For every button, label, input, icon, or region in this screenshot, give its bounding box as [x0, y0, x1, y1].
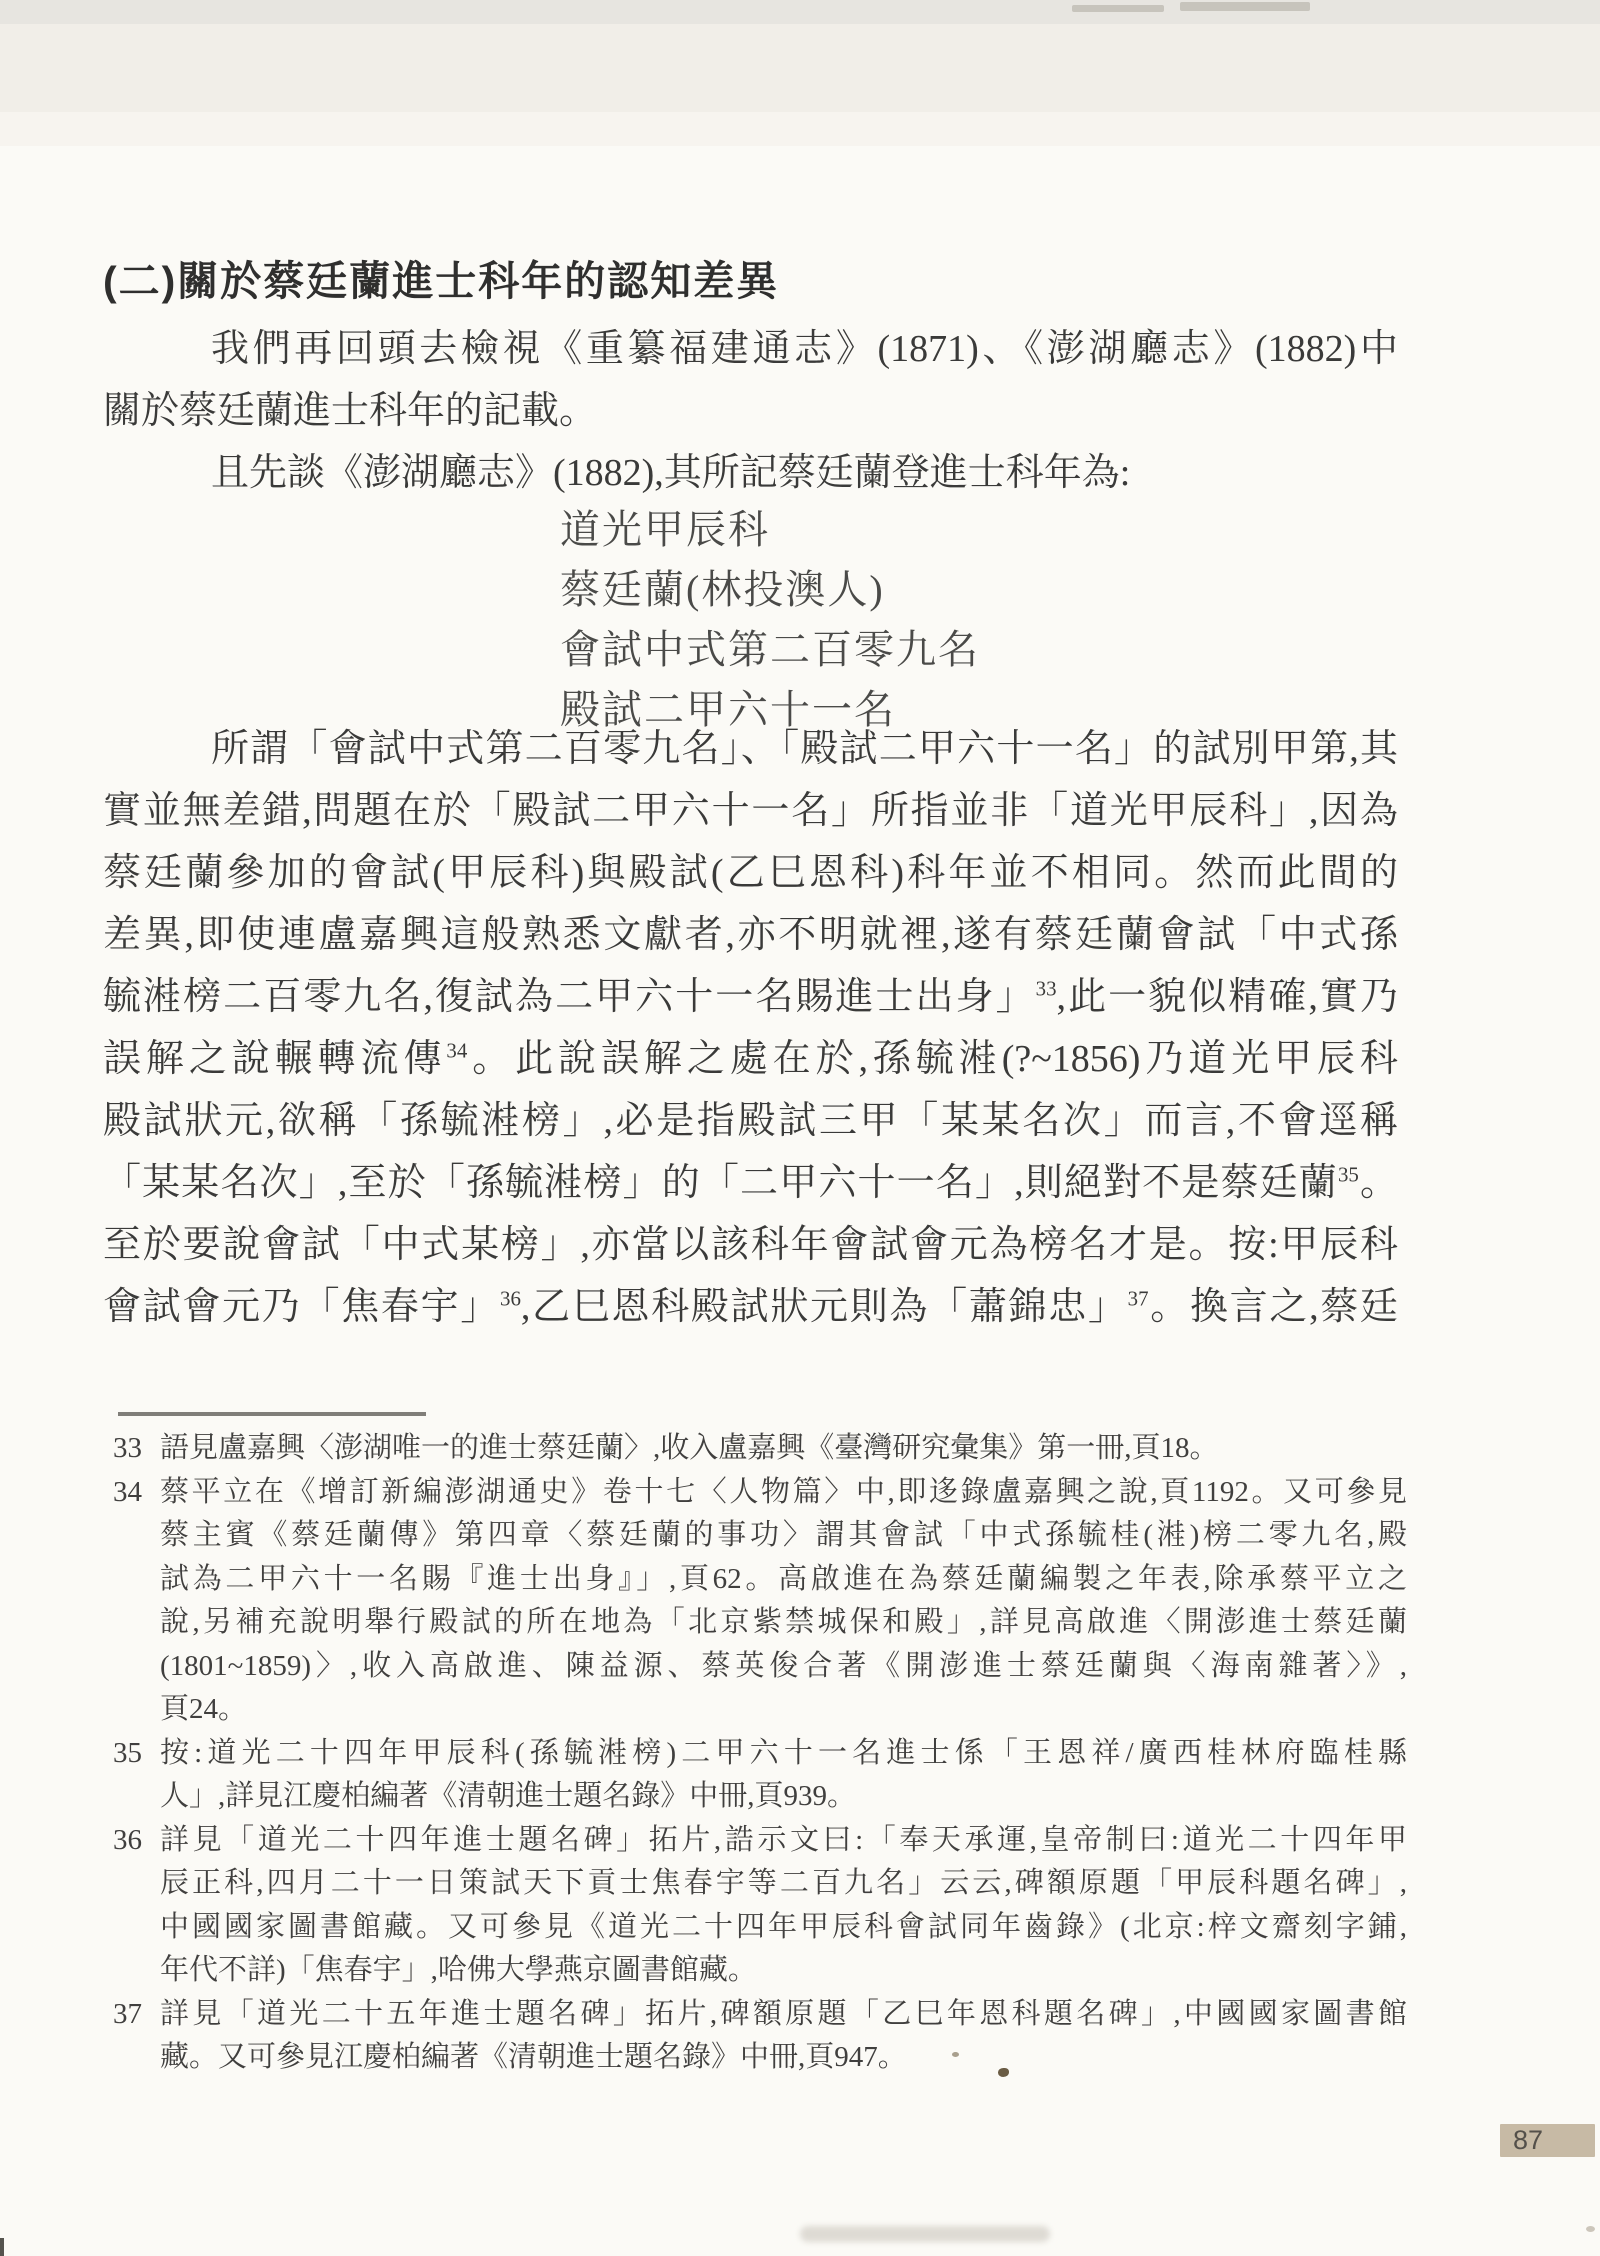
- paragraph-lead-in: [103, 442, 1398, 504]
- text-line: 差異,即使連盧嘉興這般熟悉文獻者,亦不明就裡,遂有蔡廷蘭會試「中式孫: [103, 914, 1398, 956]
- footnote: [113, 1427, 1407, 1471]
- page-number: 87: [1513, 2125, 1544, 2155]
- text-line: 語見盧嘉興〈澎湖唯一的進士蔡廷蘭〉,收入盧嘉興《臺灣研究彙集》第一冊,頁18。: [160, 1432, 1219, 1464]
- scan-band-top: [0, 0, 1600, 24]
- text-line: 蔡平立在《增訂新編澎湖通史》卷十七〈人物篇〉中,即迻錄盧嘉興之說,頁1192。又可參見: [160, 1475, 1407, 1508]
- text-line: 實並無差錯,問題在於「殿試二甲六十一名」所指並非「道光甲辰科」,因為: [103, 790, 1398, 832]
- scan-edge-mark: [0, 2238, 4, 2256]
- footnote-marker: 37: [1127, 1286, 1149, 1311]
- footnote-number: 35: [113, 1736, 142, 1769]
- footnote-number: 37: [113, 1997, 142, 2030]
- paragraph-main: [103, 718, 1398, 1338]
- text-line: 誤解之說輾轉流傳$^{34}$。此說誤解之處在於,孫毓溎(?~1856)乃道光甲辰科: [103, 1038, 1398, 1080]
- text-line: 我們再回頭去檢視《重纂福建通志》(1871)、《澎湖廳志》(1882)中: [211, 328, 1398, 370]
- scan-speck: [1586, 2226, 1595, 2232]
- text-line: 詳見「道光二十五年進士題名碑」拓片,碑額原題「乙巳年恩科題名碑」,中國國家圖書館: [160, 1997, 1407, 2030]
- text-line: 會試會元乃「焦春宇」$^{36}$,乙巳恩科殿試狀元則為「蕭錦忠」$^{37}$。換言之,蔡廷: [103, 1286, 1398, 1328]
- text-line: 毓溎榜二百零九名,復試為二甲六十一名賜進士出身」$^{33}$,此一貌似精確,實乃: [103, 976, 1398, 1018]
- scan-band-fade: [0, 112, 1600, 146]
- footnote-marker: 35: [1337, 1162, 1359, 1187]
- footnote-divider: [118, 1412, 426, 1416]
- footnote-marker: 34: [446, 1038, 468, 1063]
- footnote-number: 34: [113, 1475, 142, 1508]
- text-line: 年代不詳)「焦春宇」,哈佛大學燕京圖書館藏。: [160, 1954, 757, 1986]
- scan-band-upper: [0, 24, 1600, 112]
- footnote: [113, 1471, 1407, 1732]
- pencil-mark: [1180, 2, 1310, 11]
- footnote: [113, 1819, 1407, 1993]
- footnotes: [113, 1427, 1407, 2080]
- footnote-number: 33: [113, 1432, 142, 1464]
- text-line: 道光甲辰科: [560, 507, 770, 552]
- pencil-mark: [1072, 5, 1164, 12]
- section-heading: (二)關於蔡廷蘭進士科年的認知差異: [103, 258, 780, 304]
- text-line: 中國國家圖書館藏。又可參見《道光二十四年甲辰科會試同年齒錄》(北京:梓文齋刻字鋪,: [160, 1910, 1407, 1943]
- footnote-marker: 36: [500, 1286, 521, 1311]
- text-line: 且先談《澎湖廳志》(1882),其所記蔡廷蘭登進士科年為:: [211, 452, 1131, 494]
- text-line: 人」,詳見江慶柏編著《清朝進士題名錄》中冊,頁939。: [160, 1780, 857, 1812]
- footnote: [113, 1993, 1407, 2080]
- text-line: (1801~1859)〉,收入高啟進、陳益源、蔡英俊合著《開澎進士蔡廷蘭與〈海南雜著〉》,: [160, 1649, 1407, 1682]
- text-line: 「某某名次」,至於「孫毓溎榜」的「二甲六十一名」,則絕對不是蔡廷蘭$^{35}$。: [103, 1162, 1398, 1204]
- footnote-marker: 33: [1035, 976, 1057, 1001]
- text-line: 關於蔡廷蘭進士科年的記載。: [103, 390, 598, 432]
- text-line: 試為二甲六十一名賜『進士出身』」,頁62。高啟進在為蔡廷蘭編製之年表,除承蔡平立之: [160, 1562, 1407, 1595]
- footnote-number: 36: [113, 1823, 142, 1856]
- text-line: 按:道光二十四年甲辰科(孫毓溎榜)二甲六十一名進士係「王恩祥/廣西桂林府臨桂縣: [160, 1736, 1407, 1769]
- text-line: 頁24。: [160, 1693, 248, 1725]
- text-line: 辰正科,四月二十一日策試天下貢士焦春宇等二百九名」云云,碑額原題「甲辰科題名碑」,: [160, 1867, 1407, 1899]
- text-line: 藏。又可參見江慶柏編著《清朝進士題名錄》中冊,頁947。: [160, 2041, 907, 2073]
- text-line: 所謂「會試中式第二百零九名」、「殿試二甲六十一名」的試別甲第,其: [211, 728, 1398, 770]
- paragraph-intro: [103, 318, 1398, 442]
- text-line: 至於要說會試「中式某榜」,亦當以該科年會試會元為榜名才是。按:甲辰科: [103, 1224, 1398, 1266]
- text-line: 蔡主賓《蔡廷蘭傳》第四章〈蔡廷蘭的事功〉謂其會試「中式孫毓桂(溎)榜二零九名,殿: [160, 1519, 1407, 1551]
- footnote: [113, 1732, 1407, 1819]
- text-line: 蔡廷蘭參加的會試(甲辰科)與殿試(乙巳恩科)科年並不相同。然而此間的: [103, 852, 1398, 894]
- text-line: 詳見「道光二十四年進士題名碑」拓片,誥示文曰:「奉天承運,皇帝制曰:道光二十四年甲: [160, 1823, 1407, 1856]
- text-line: 說,另補充說明舉行殿試的所在地為「北京紫禁城保和殿」,詳見高啟進〈開澎進士蔡廷蘭: [160, 1606, 1407, 1638]
- quote-block: [560, 500, 1320, 740]
- text-line: 殿試二甲六十一名: [560, 687, 896, 732]
- page-number-badge: [1500, 2124, 1595, 2157]
- text-line: 蔡廷蘭(林投澳人): [560, 567, 885, 612]
- text-line: 會試中式第二百零九名: [560, 627, 980, 672]
- text-line: 殿試狀元,欲稱「孫毓溎榜」,必是指殿試三甲「某某名次」而言,不會逕稱: [103, 1100, 1398, 1142]
- ink-smudge: [800, 2226, 1050, 2242]
